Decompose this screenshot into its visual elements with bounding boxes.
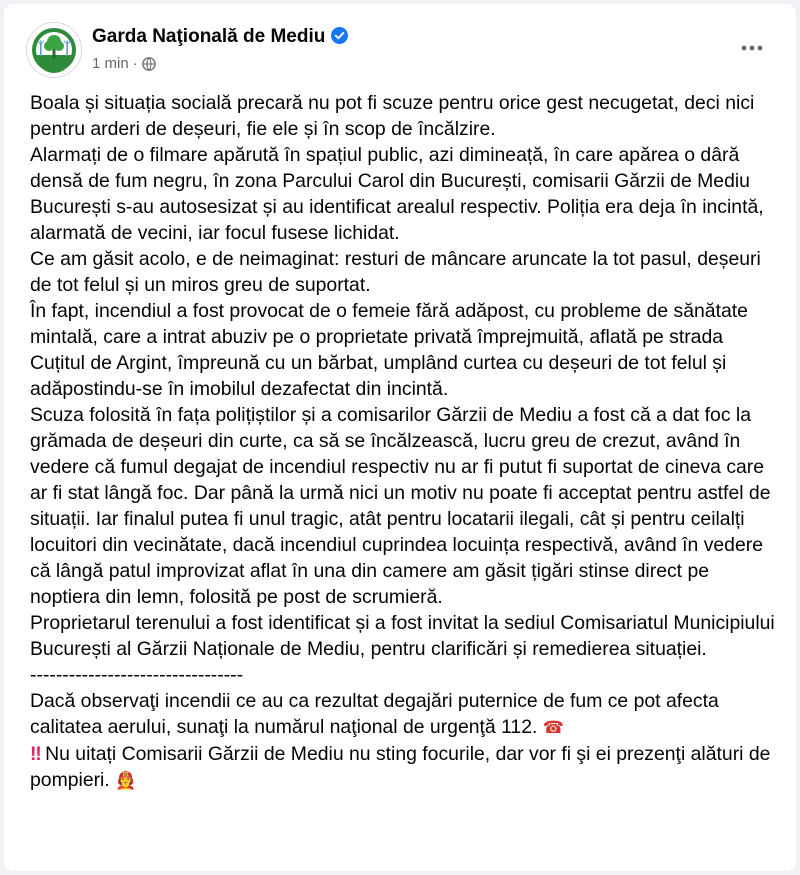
verified-badge-icon xyxy=(331,27,348,50)
double-exclamation-icon: ‼ xyxy=(30,743,40,765)
post-paragraph: În fapt, incendiul a fost provocat de o femeie fără adăpost, cu probleme de sănătate mintală, care a intrat abuziv pe o proprietate privată împrejmuită, aflată pe strada Cuțitul de Argint, împreună cu un bărbat, umplând curtea cu deșeuri de tot felul și adăpostindu-se în imobilul dezafectat din incintă. xyxy=(30,300,748,400)
post-paragraph: Ce am găsit acolo, e de neimaginat: resturi de mâncare aruncate la tot pasul, deșeuri de tot felul și un miros greu de suportat. xyxy=(30,248,761,296)
globe-icon[interactable] xyxy=(142,57,156,75)
post-paragraph: Boala și situația socială precară nu pot fi scuze pentru orice gest necugetat, deci nici pentru arderi de deșeuri, fie ele și în scop de încălzire. xyxy=(30,92,755,140)
meta-separator: · xyxy=(132,55,138,72)
avatar[interactable] xyxy=(26,22,82,78)
post-paragraph: Proprietarul terenului a fost identificat și a fost invitat la sediul Comisariatul Municipiului București al Gărzii Naționale de Mediu, pentru clarificări și remedierea situației. xyxy=(30,612,775,660)
post-header xyxy=(26,22,780,82)
more-options-button[interactable] xyxy=(732,28,772,68)
author-name[interactable]: Garda Naţională de Mediu xyxy=(92,26,326,47)
telephone-icon: ☎ xyxy=(542,718,564,737)
closing-text: Dacă observaţi incendii ce au ca rezultat degajări puternice de fum ce pot afecta calitatea aerului, sunaţi la numărul naţional de urgenţă 112. xyxy=(30,690,719,738)
post-paragraph xyxy=(30,741,776,794)
post-text xyxy=(30,90,776,794)
post-meta xyxy=(92,55,156,75)
divider-line: --------------------------------- xyxy=(30,664,244,686)
firefighter-icon: 🧑‍🚒 xyxy=(115,771,137,790)
post-paragraph xyxy=(30,688,776,741)
post-timestamp[interactable]: 1 min xyxy=(92,55,129,72)
post-paragraph: Scuza folosită în fața polițiștilor și a comisarilor Gărzii de Mediu a fost că a dat foc la grămada de deșeuri din curte, ca să se încălzească, lucru greu de crezut, având în vedere că fumul degajat de incendiul respectiv nu ar fi putut fi suportat de cineva care ar fi stat lângă foc. Dar până la urmă nici un motiv nu poate fi acceptat pentru astfel de situații. Iar finalul putea fi unul tragic, atât pentru locatarii ilegali, cât și pentru ceilalți locuitori din vecinătate, dacă incendiul cuprindea locuința respectivă, având în vedere că lângă patul improvizat aflat în una din camere am găsit țigări stinse direct pe noptiera din lemn, folosită pe post de scrumieră. xyxy=(30,404,771,608)
more-options-icon xyxy=(740,45,764,51)
tree-logo-icon xyxy=(27,23,81,77)
post-card xyxy=(4,4,796,871)
closing-text: Nu uitați Comisarii Gărzii de Mediu nu sting focurile, dar vor fi şi ei prezenţi alături de pompieri. xyxy=(30,743,771,791)
post-paragraph: Alarmați de o filmare apărută în spațiul public, azi dimineață, în care apărea o dâră densă de fum negru, în zona Parcului Carol din București, comisarii Gărzii de Mediu București s-au autosesizat și au identificat arealul respectiv. Poliția era deja în incintă, alarmată de vecini, iar focul fusese lichidat. xyxy=(30,144,764,244)
page-name[interactable] xyxy=(92,26,348,50)
